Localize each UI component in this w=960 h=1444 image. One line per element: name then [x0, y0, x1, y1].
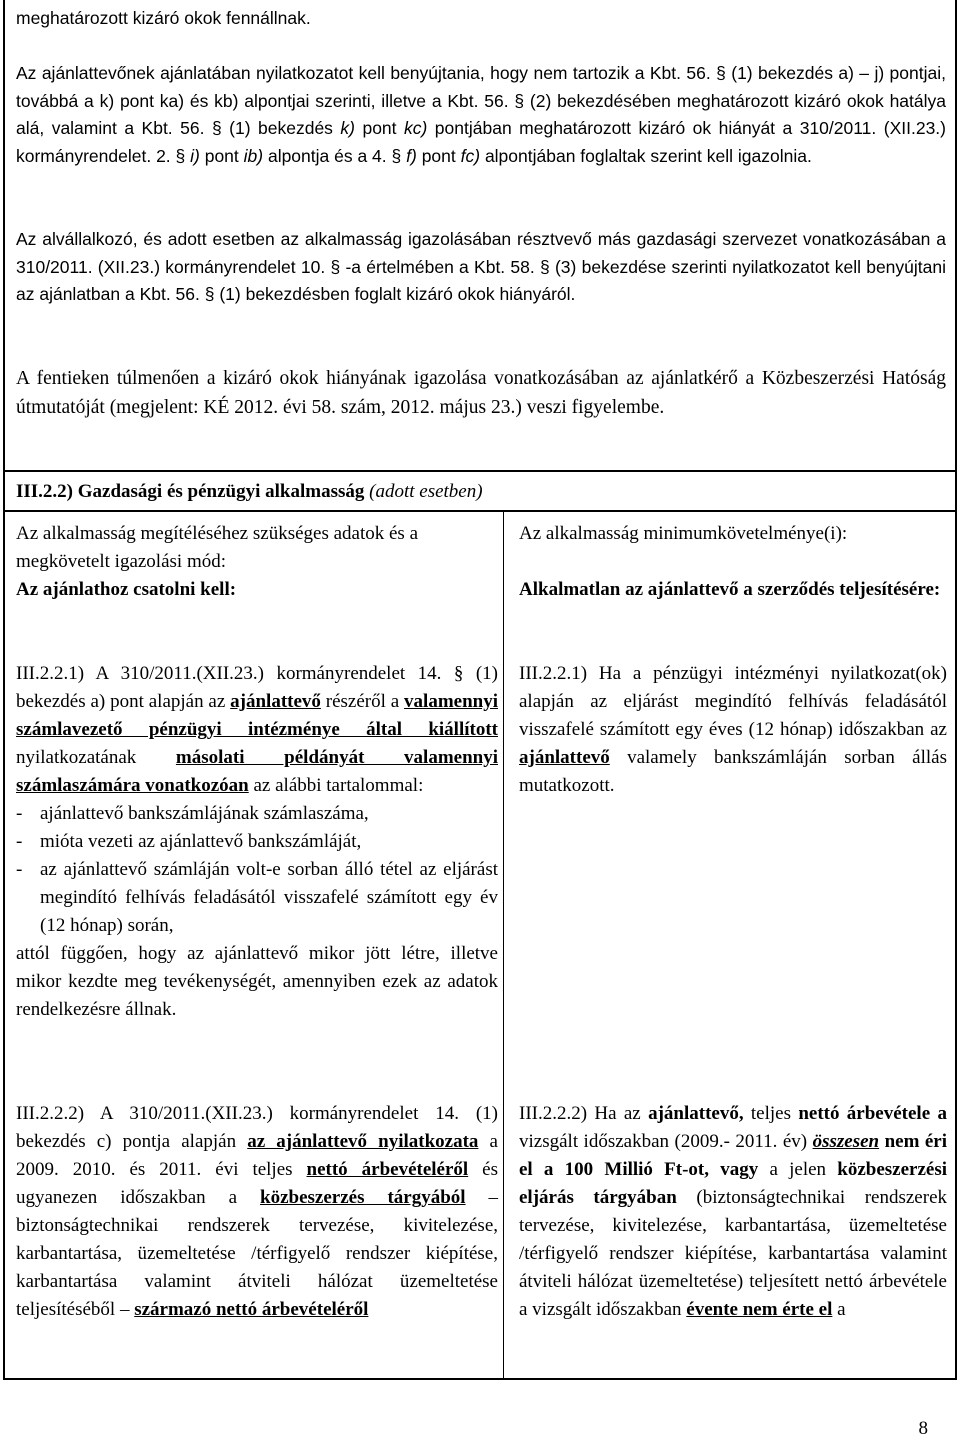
- page-number: 8: [918, 1418, 928, 1439]
- top-line: meghatározott kizáró okok fennállnak.: [16, 8, 311, 28]
- right-column-intro: Az alkalmasság minimumkövetelménye(i): Alkalmatlan az ajánlattevő a szerződés teljesítésére:: [519, 523, 941, 600]
- right-requirement-2: III.2.2.2) Ha az ajánlattevő, teljes nettó árbevétele a vizsgált időszakban (2009.- 2011. év) összesen nem éri el a 100 Millió Ft-ot, vagy a jelen közbeszerzési eljárás tárgyában (biztonságtechnikai rendszerek tervezése, kivitelezése, karbantartása, üzemeltetése /térfigyelő rendszer kiépítése, karbantartása valamint átviteli hálózat üzemeltetése) teljesített nettó árbevétele a vizsgált időszakban évente nem érte el a: [519, 1103, 948, 1320]
- left-requirement-1: III.2.2.1) A 310/2011.(XII.23.) kormányrendelet 14. § (1) bekezdés a) pont alapján az ajánlattevő részéről a valamennyi számlavezető pénzügyi intézménye által kiállított nyilatkozatának másolati példányát valamennyi számlaszámára vonatkozóan az alábbi tartalommal: - ajánlattevő bankszámlájának számlaszáma, - mióta vezeti az ajánlattevő bankszámláját, - az ajánlattevő számláján volt-e sorban álló tétel az eljárást megindító felhívás feladásától visszafelé számított egy év (12 hónap) során, attól függően, hogy az ajánlattevő mikor jött létre, illetve mikor kezdte meg tevékenységét, amennyiben ezek az adatok rendelkezésre állnak.: [16, 663, 498, 1020]
- list-item: - mióta vezeti az ajánlattevő bankszámláját,: [16, 831, 362, 852]
- table-column-divider: [503, 512, 504, 1380]
- subcontractor-paragraph: Az alvállalkozó, és adott esetben az alkalmasság igazolásában résztvevő más gazdasági szervezet vonatkozásában a 310/2011. (XII.23.) kormányrendelet 10. § -a értelmében a Kbt. 58. § (3) bekezdése szerinti nyilatkozatot kell benyújtani az ajánlatban a Kbt. 56. § (1) bekezdésben foglalt kizáró okok hiányáról.: [16, 229, 946, 304]
- left-requirement-2: III.2.2.2) A 310/2011.(XII.23.) kormányrendelet 14. (1) bekezdés c) pontja alapján az ajánlattevő nyilatkozata a 2009. 2010. és 2011. évi teljes nettó árbevételéről és ugyanezen időszakban a közbeszerzés tárgyából – biztonságtechnikai rendszerek tervezése, kivitelezése, karbantartása, üzemeltetése /térfigyelő rendszer kiépítése, karbantartása valamint átviteli hálózat üzemeltetése teljesítéséből – származó nettó árbevételéről: [16, 1103, 499, 1320]
- list-item: - az ajánlattevő számláján volt-e sorban álló tétel az eljárást megindító felhívás feladásától visszafelé számított egy év (12 hónap) során,: [16, 859, 498, 936]
- left-column-intro: Az alkalmasság megítéléséhez szükséges adatok és a megkövetelt igazolási mód: Az ajánlathoz csatolni kell:: [16, 523, 419, 600]
- exclusion-paragraph: Az ajánlattevőnek ajánlatában nyilatkozatot kell benyújtania, hogy nem tartozik a Kbt. 56. § (1) bekezdés a) – j) pontjai, továbbá a k) pont ka) és kb) alpontjai szerinti, illetve a Kbt. 56. § (2) bekezdésében meghatározott kizáró okok hatálya alá, valamint a Kbt. 56. § (1) bekezdés k) pont kc) pontjában meghatározott kizáró ok hiányát a 310/2011. (XII.23.) kormányrendelet. 2. § i) pont ib) alpontja és a 4. § f) pont fc) alpontjában foglaltak szerint kell igazolnia.: [16, 63, 946, 166]
- authority-guidance-paragraph: A fentieken túlmenően a kizáró okok hiányának igazolása vonatkozásában az ajánlatkérő a Közbeszerzési Hatóság útmutatóját (megjelent: KÉ 2012. évi 58. szám, 2012. május 23.) veszi figyelembe.: [16, 368, 946, 418]
- section-divider: [3, 470, 957, 472]
- section-heading: III.2.2) Gazdasági és pénzügyi alkalmasság (adott esetben): [16, 481, 483, 502]
- right-requirement-1: III.2.2.1) Ha a pénzügyi intézményi nyilatkozat(ok) alapján az eljárást megindító felhívás feladásától visszafelé számított egy éves (12 hónap) időszakban az ajánlattevő valamely bankszámláján sorban állás mutatkozott.: [519, 663, 947, 796]
- list-item: - ajánlattevő bankszámlájának számlaszáma,: [16, 803, 369, 824]
- table-top-rule: [3, 510, 957, 512]
